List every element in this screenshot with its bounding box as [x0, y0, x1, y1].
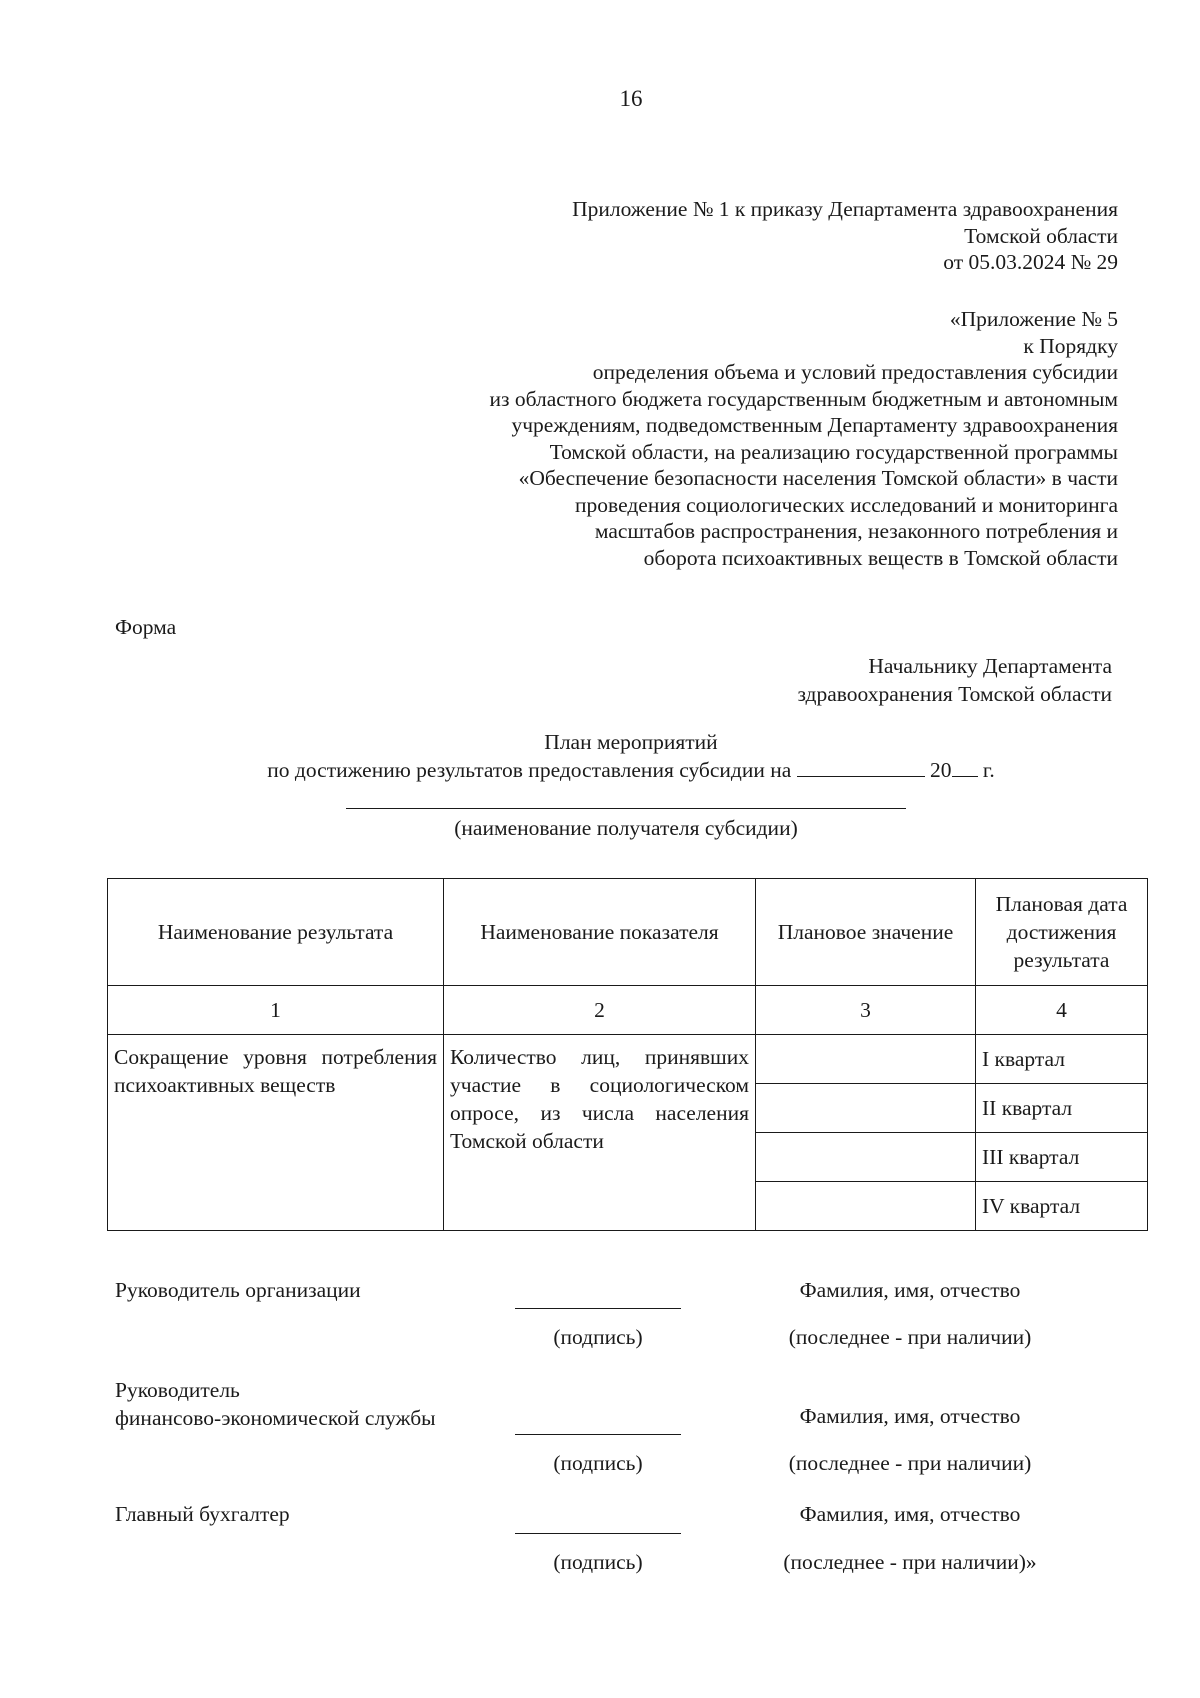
header-result-name: Наименование результата	[108, 879, 444, 986]
column-number: 2	[444, 986, 756, 1035]
quarter-cell: I квартал	[976, 1035, 1148, 1084]
page-number: 16	[619, 86, 643, 111]
quarter-cell: II квартал	[976, 1084, 1148, 1133]
date-blank	[797, 758, 925, 777]
recipient-line	[346, 808, 906, 809]
header-indicator-name: Наименование показателя	[444, 879, 756, 986]
procedure-header	[489, 306, 1118, 571]
year-prefix: 20	[930, 758, 952, 782]
procedure-line: «Приложение № 5	[949, 307, 1118, 331]
signature-line	[515, 1533, 681, 1534]
table-row	[108, 1035, 1148, 1084]
header-planned-date: Плановая дата достижения результата	[976, 879, 1148, 986]
signature-caption: (подпись)	[553, 1550, 643, 1574]
procedure-line: масштабов распространения, незаконного потребления и	[594, 519, 1118, 543]
procedure-line: «Обеспечение безопасности населения Томской области» в части	[518, 466, 1118, 490]
recipient-caption: (наименование получателя субсидии)	[454, 816, 798, 840]
results-table	[107, 878, 1148, 1231]
signatory-role-line: Руководитель	[115, 1378, 240, 1402]
column-number: 4	[976, 986, 1148, 1035]
table-header-row	[108, 879, 1148, 986]
fio-note: (последнее - при наличии)	[788, 1451, 1032, 1475]
planned-value-cell	[756, 1133, 976, 1182]
procedure-line: Томской области, на реализацию государственной программы	[549, 439, 1118, 464]
signature-line	[515, 1308, 681, 1309]
fio-label: Фамилия, имя, отчество	[799, 1404, 1021, 1428]
planned-value-cell	[756, 1182, 976, 1231]
addressee-line: здравоохранения Томской области	[797, 682, 1112, 706]
signatory-role	[115, 1376, 436, 1432]
procedure-line: к Порядку	[1023, 333, 1118, 358]
quarter-cell: III квартал	[976, 1133, 1148, 1182]
year-suffix: г.	[982, 758, 995, 782]
procedure-line: определения объема и условий предоставления субсидии	[592, 360, 1118, 384]
plan-subtitle-text: по достижению результатов предоставления субсидии на	[267, 758, 792, 782]
quarter-cell: IV квартал	[976, 1182, 1148, 1231]
signature-caption: (подпись)	[553, 1451, 643, 1475]
fio-note: (последнее - при наличии)»	[783, 1550, 1037, 1574]
fio-label: Фамилия, имя, отчество	[799, 1502, 1021, 1526]
addressee-line: Начальнику Департамента	[868, 654, 1112, 678]
signature-caption: (подпись)	[553, 1325, 643, 1349]
appendix-line: от 05.03.2024 № 29	[943, 250, 1118, 274]
appendix-line: Томской области	[964, 223, 1118, 248]
procedure-line: проведения социологических исследований и мониторинга	[575, 492, 1118, 517]
appendix-header	[572, 196, 1118, 276]
procedure-line: из областного бюджета государственным бюджетным и автономным	[489, 386, 1118, 411]
year-blank	[952, 758, 978, 777]
signatory-role: Руководитель организации	[115, 1278, 361, 1302]
signature-line	[515, 1434, 681, 1435]
result-name-cell: Сокращение уровня потребления психоактивных веществ	[108, 1035, 444, 1231]
addressee	[797, 652, 1112, 708]
column-number: 1	[108, 986, 444, 1035]
appendix-line: Приложение № 1 к приказу Департамента здравоохранения	[572, 197, 1118, 221]
planned-value-cell	[756, 1084, 976, 1133]
form-label: Форма	[115, 615, 177, 639]
indicator-name-cell: Количество лиц, принявших участие в социологическом опросе, из числа населения Томской области	[444, 1035, 756, 1231]
column-number-row	[108, 986, 1148, 1035]
fio-label: Фамилия, имя, отчество	[799, 1278, 1021, 1302]
plan-title: План мероприятий	[544, 730, 718, 754]
column-number: 3	[756, 986, 976, 1035]
plan-subtitle	[0, 758, 1200, 783]
header-planned-value: Плановое значение	[756, 879, 976, 986]
signatory-role: Главный бухгалтер	[115, 1502, 290, 1526]
fio-note: (последнее - при наличии)	[788, 1325, 1032, 1349]
procedure-line: оборота психоактивных веществ в Томской области	[643, 545, 1118, 570]
planned-value-cell	[756, 1035, 976, 1084]
procedure-line: учреждениям, подведомственным Департаменту здравоохранения	[511, 413, 1118, 437]
signatory-role-line: финансово-экономической службы	[115, 1406, 436, 1430]
